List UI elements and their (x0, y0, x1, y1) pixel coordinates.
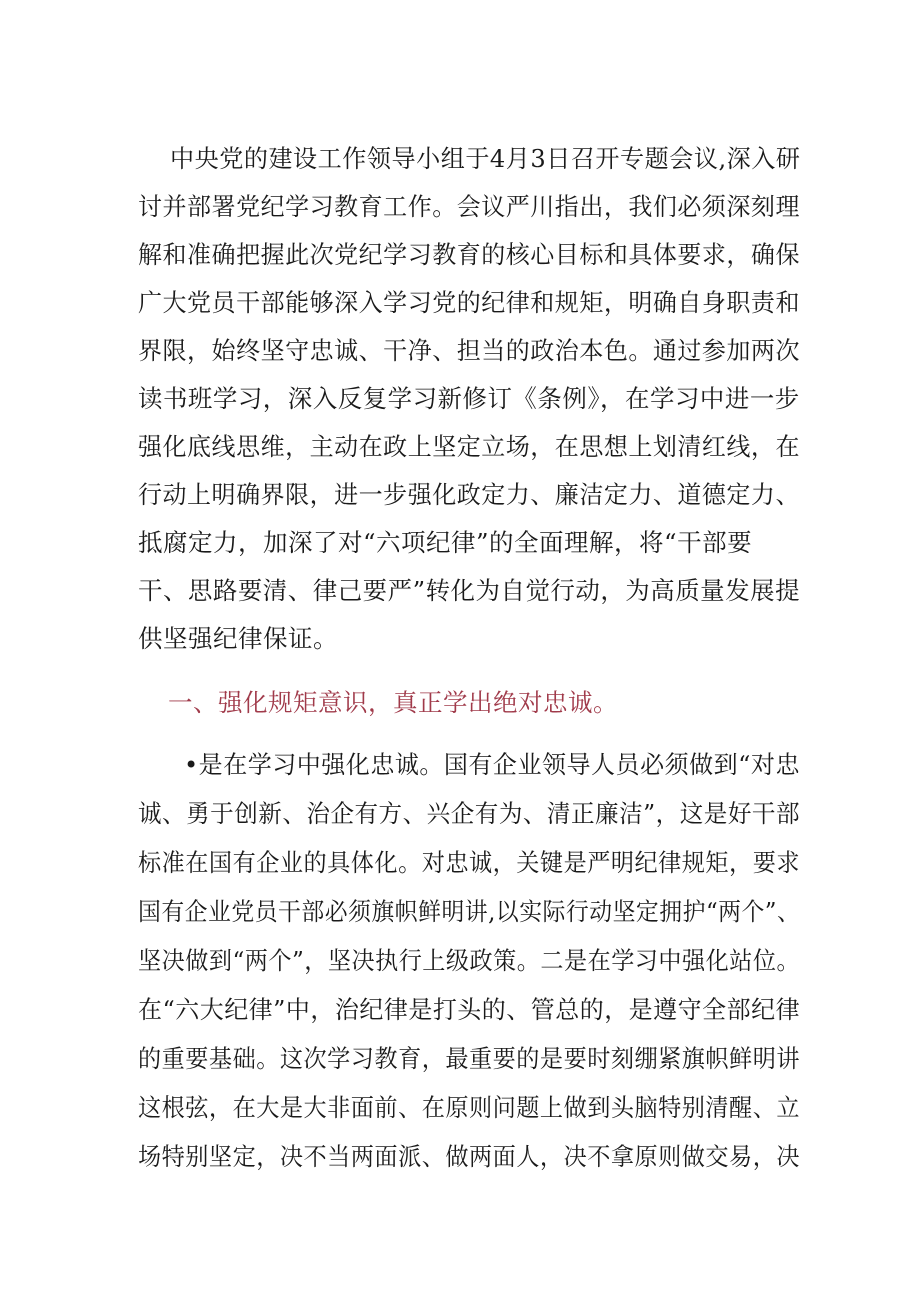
paragraph1-line-8: 行动上明确界限，进一步强化政定力、廉洁定力、道德定力、 (138, 480, 800, 509)
paragraph1-line-5: 界限，始终坚守忠诚、干净、担当的政治本色。通过参加两次 (138, 336, 800, 365)
paragraph2-line-1: •是在学习中强化忠诚。国有企业领导人员必须做到“对忠 (184, 750, 800, 779)
paragraph1-line-9: 抵腐定力，加深了对“六项纪律”的全面理解，将“干部要 (138, 528, 753, 557)
paragraph1-line-4: 广大党员干部能够深入学习党的纪律和规矩，明确自身职责和 (138, 288, 800, 317)
paragraph1-line-11: 供坚强纪律保证。 (138, 624, 338, 653)
paragraph2-line-2: 诚、勇于创新、治企有方、兴企有为、清正廉洁”，这是好干部 (138, 799, 801, 828)
paragraph1-line-6: 读书班学习，深入反复学习新修订《条例》，在学习中进一步 (138, 384, 800, 413)
paragraph1-line-2: 讨并部署党纪学习教育工作。会议严川指出，我们必须深刻理 (138, 192, 800, 221)
paragraph2-line-7: 的重要基础。这次学习教育，最重要的是要时刻绷紧旗帜鲜明讲 (138, 1044, 800, 1073)
paragraph1-line-10: 干、思路要清、律己要严”转化为自觉行动，为高质量发展提 (138, 576, 801, 605)
section-heading-1: 一、强化规矩意识，真正学出绝对忠诚。 (168, 688, 618, 717)
paragraph1-line-7: 强化底线思维，主动在政上坚定立场，在思想上划清红线，在 (138, 432, 800, 461)
paragraph2-line-9: 场特别坚定，决不当两面派、做两面人，决不拿原则做交易，决 (138, 1142, 800, 1171)
paragraph2-line-3: 标准在国有企业的具体化。对忠诚，关键是严明纪律规矩，要求 (138, 848, 800, 877)
paragraph2-line-8: 这根弦，在大是大非面前、在原则问题上做到头脑特别清醒、立 (138, 1093, 800, 1122)
paragraph2-line-6: 在“六大纪律”中，治纪律是打头的、管总的，是遵守全部纪律 (138, 995, 801, 1024)
paragraph1-line-3: 解和准确把握此次党纪学习教育的核心目标和具体要求，确保 (138, 240, 800, 269)
paragraph2-line-4: 国有企业党员干部必须旗帜鲜明讲,以实际行动坚定拥护“两个”、 (138, 897, 801, 926)
paragraph1-line-1: 中央党的建设工作领导小组于4月3日召开专题会议,深入研 (170, 144, 801, 173)
paragraph2-line-5: 坚决做到“两个”，坚决执行上级政策。二是在学习中强化站位。 (138, 946, 801, 975)
